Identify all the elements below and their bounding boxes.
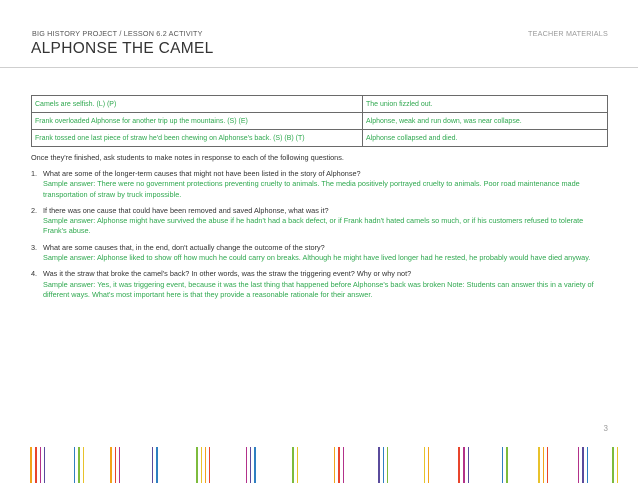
- decorative-stripe: [387, 447, 388, 483]
- table-row: [32, 130, 608, 147]
- question-text: If there was one cause that could have been removed and saved Alphonse, what was it?: [43, 205, 329, 215]
- decorative-stripe: [156, 447, 158, 483]
- instructions-text: Once they're finished, ask students to make notes in response to each of the following questions.: [31, 153, 344, 162]
- decorative-stripe: [578, 447, 579, 483]
- decorative-stripe: [463, 447, 465, 483]
- decorative-stripe: [338, 447, 340, 483]
- decorative-stripe: [292, 447, 294, 483]
- question-list: [31, 169, 608, 306]
- sample-answer: Sample answer: Alphonse might have survived the abuse if he hadn't had a back defect, or if Frank hadn't hated camels so much, or if his customers refused to tolerate Frank's abuse.: [43, 216, 584, 236]
- question-number: 4.: [31, 269, 38, 279]
- decorative-stripe: [547, 447, 548, 483]
- question-item: [31, 206, 608, 237]
- sample-answer: Sample answer: Yes, it was triggering event, because it was the last thing that happened before Alphonse's back was broken Note: Students can answer this in a variety of different ways. What's most important here is that they provide a reasonable rationale for their answer.: [43, 279, 594, 299]
- decorative-stripe: [205, 447, 206, 483]
- question-text: What are some causes that, in the end, don't actually change the outcome of the story?: [43, 242, 325, 252]
- decorative-stripe: [35, 447, 37, 483]
- table-cell: Frank tossed one last piece of straw he'd been chewing on Alphonse's back. (S) (B) (T): [32, 130, 363, 147]
- decorative-stripe: [506, 447, 508, 483]
- decorative-stripe: [119, 447, 120, 483]
- teacher-materials-label: TEACHER MATERIALS: [528, 29, 608, 38]
- decorative-stripe: [428, 447, 429, 483]
- table-cell: The union fizzled out.: [363, 96, 608, 113]
- decorative-stripe: [543, 447, 544, 483]
- question-text: Was it the straw that broke the camel's back? In other words, was the straw the triggering event? Why or why not?: [43, 269, 412, 279]
- decorative-stripe: [83, 447, 84, 483]
- decorative-stripe: [468, 447, 469, 483]
- decorative-stripe: [587, 447, 588, 483]
- page-title: ALPHONSE THE CAMEL: [31, 40, 214, 57]
- decorative-stripe: [612, 447, 614, 483]
- course-label: BIG HISTORY PROJECT / LESSON 6.2 ACTIVITY: [32, 29, 203, 38]
- table-row: [32, 96, 608, 113]
- question-item: [31, 269, 608, 300]
- question-number: 1.: [31, 169, 38, 178]
- decorative-stripe: [152, 447, 153, 483]
- cause-effect-table: [31, 95, 608, 147]
- decorative-stripe: [378, 447, 380, 483]
- table-row: [32, 113, 608, 130]
- table-cell: Alphonse, weak and run down, was near collapse.: [363, 113, 608, 130]
- decorative-stripe: [115, 447, 116, 483]
- table-cell: Frank overloaded Alphonse for another trip up the mountains. (S) (E): [32, 113, 363, 130]
- decorative-stripe: [196, 447, 198, 483]
- decorative-stripe: [582, 447, 584, 483]
- decorative-stripe: [30, 447, 32, 483]
- decorative-stripe: [297, 447, 298, 483]
- decorative-stripe: [254, 447, 256, 483]
- sample-answer: Sample answer: Alphonse liked to show off how much he could carry on breaks. Although he might have lived longer had he rested, he probably would have died anyway.: [43, 253, 591, 263]
- header-divider: [0, 67, 638, 68]
- question-number: 2.: [31, 205, 38, 215]
- decorative-stripe: [383, 447, 384, 483]
- decorative-stripe: [538, 447, 540, 483]
- decorative-color-stripes: [0, 447, 638, 483]
- question-number: 3.: [31, 242, 38, 252]
- decorative-stripe: [110, 447, 112, 483]
- sample-answer: Sample answer: There were no government protections preventing cruelty to animals. The media positively portrayed cruelty to animals. Poor road maintenance made transportation of straw by truck impossible.: [43, 179, 580, 199]
- question-item: [31, 169, 608, 200]
- page-number: 3: [603, 424, 608, 433]
- decorative-stripe: [201, 447, 202, 483]
- decorative-stripe: [617, 447, 618, 483]
- decorative-stripe: [40, 447, 41, 483]
- decorative-stripe: [74, 447, 75, 483]
- decorative-stripe: [78, 447, 80, 483]
- question-text: What are some of the longer-term causes that might not have been listed in the story of Alphonse?: [43, 169, 361, 178]
- table-cell: Alphonse collapsed and died.: [363, 130, 608, 147]
- decorative-stripe: [334, 447, 335, 483]
- decorative-stripe: [246, 447, 247, 483]
- decorative-stripe: [424, 447, 425, 483]
- decorative-stripe: [209, 447, 210, 483]
- decorative-stripe: [44, 447, 45, 483]
- decorative-stripe: [343, 447, 344, 483]
- decorative-stripe: [458, 447, 460, 483]
- table-cell: Camels are selfish. (L) (P): [32, 96, 363, 113]
- question-item: [31, 243, 608, 264]
- decorative-stripe: [502, 447, 503, 483]
- decorative-stripe: [250, 447, 251, 483]
